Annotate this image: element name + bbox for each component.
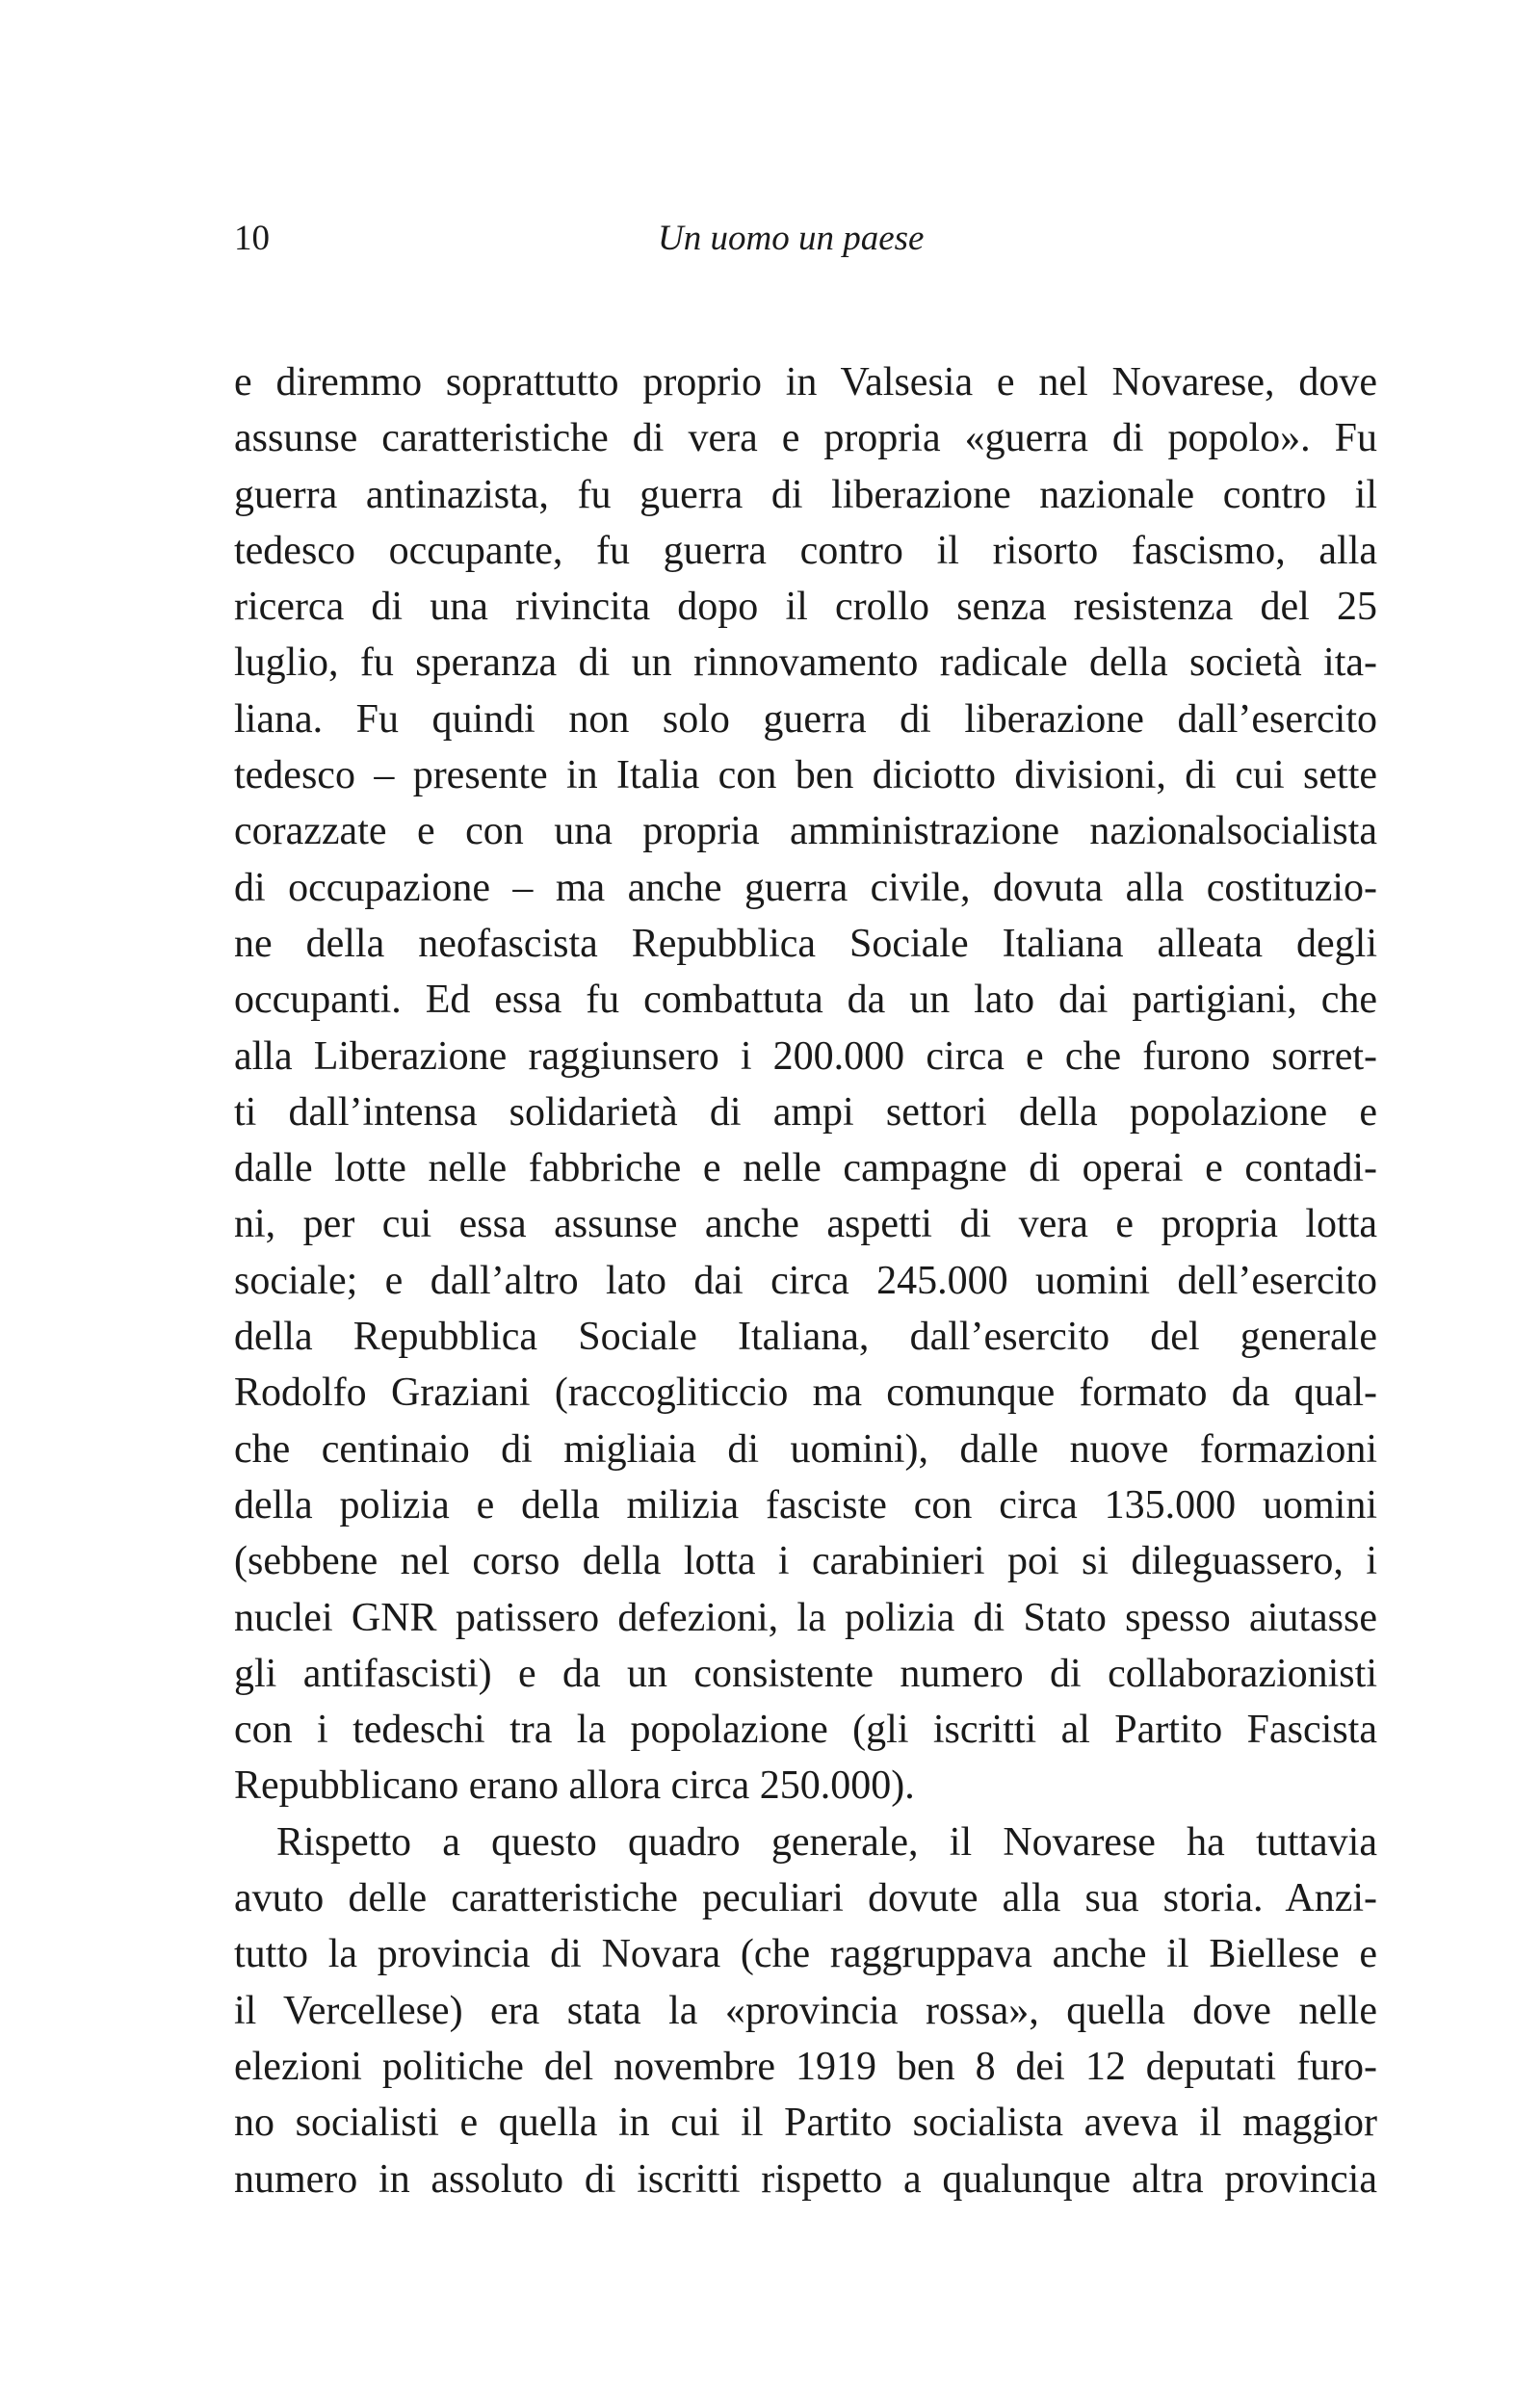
text-line: occupanti. Ed essa fu combattuta da un lato dai partigiani, che	[234, 978, 1377, 1023]
text-line: guerra antinazista, fu guerra di liberazione nazionale contro il	[234, 472, 1377, 517]
text-line: avuto delle caratteristiche peculiari dovute alla sua storia. Anzi-	[234, 1876, 1377, 1921]
text-line: e diremmo soprattutto proprio in Valsesia e nel Novarese, dove	[234, 360, 1377, 405]
text-line: Repubblicano erano allora circa 250.000).	[234, 1763, 915, 1809]
text-line: elezioni politiche del novembre 1919 ben 8 dei 12 deputati furo-	[234, 2044, 1377, 2089]
running-title: Un uomo un paese	[658, 219, 925, 258]
text-line: ni, per cui essa assunse anche aspetti di vera e propria lotta	[234, 1202, 1377, 1247]
text-line: luglio, fu speranza di un rinnovamento radicale della società ita-	[234, 640, 1377, 686]
text-line: dalle lotte nelle fabbriche e nelle campagne di operai e contadi-	[234, 1146, 1377, 1191]
text-line: no socialisti e quella in cui il Partito socialista aveva il maggior	[234, 2101, 1377, 2146]
paragraph	[234, 354, 1377, 1815]
text-line: che centinaio di migliaia di uomini), dalle nuove formazioni	[234, 1426, 1377, 1472]
paragraph	[234, 1815, 1377, 2207]
text-line: ti dall’intensa solidarietà di ampi settori della popolazione e	[234, 1089, 1377, 1135]
page-number: 10	[234, 219, 270, 258]
text-line: numero in assoluto di iscritti rispetto a qualunque altra provincia	[234, 2156, 1377, 2202]
text-line: tedesco occupante, fu guerra contro il risorto fascismo, alla	[234, 528, 1377, 573]
text-line: gli antifascisti) e da un consistente numero di collaborazionisti	[234, 1651, 1377, 1696]
text-line: (sebbene nel corso della lotta i carabinieri poi si dileguassero, i	[234, 1539, 1377, 1584]
body-text	[234, 354, 1377, 2207]
text-line: Rodolfo Graziani (raccogliticcio ma comunque formato da qual-	[234, 1371, 1377, 1416]
text-line: nuclei GNR patissero defezioni, la polizia di Stato spesso aiutasse	[234, 1595, 1377, 1640]
text-line: con i tedeschi tra la popolazione (gli iscritti al Partito Fascista	[234, 1708, 1377, 1753]
text-line: di occupazione – ma anche guerra civile, dovuta alla costituzio-	[234, 865, 1377, 910]
text-line: alla Liberazione raggiunsero i 200.000 circa e che furono sorret-	[234, 1033, 1377, 1079]
text-line: il Vercellese) era stata la «provincia rossa», quella dove nelle	[234, 1988, 1377, 2033]
text-line: liana. Fu quindi non solo guerra di liberazione dall’esercito	[234, 696, 1377, 742]
text-line: Rispetto a questo quadro generale, il Novarese ha tuttavia	[276, 1819, 1377, 1865]
text-line: tutto la provincia di Novara (che raggruppava anche il Biellese e	[234, 1932, 1377, 1977]
text-line: corazzate e con una propria amministrazione nazionalsocialista	[234, 809, 1377, 854]
text-line: della polizia e della milizia fasciste con circa 135.000 uomini	[234, 1482, 1377, 1527]
text-line: tedesco – presente in Italia con ben diciotto divisioni, di cui sette	[234, 753, 1377, 798]
text-line: ne della neofascista Repubblica Sociale Italiana alleata degli	[234, 921, 1377, 966]
text-line: sociale; e dall’altro lato dai circa 245.000 uomini dell’esercito	[234, 1258, 1377, 1303]
text-line: assunse caratteristiche di vera e propria «guerra di popolo». Fu	[234, 416, 1377, 461]
text-line: ricerca di una rivincita dopo il crollo senza resistenza del 25	[234, 585, 1377, 630]
text-line: della Repubblica Sociale Italiana, dall’esercito del generale	[234, 1315, 1377, 1360]
